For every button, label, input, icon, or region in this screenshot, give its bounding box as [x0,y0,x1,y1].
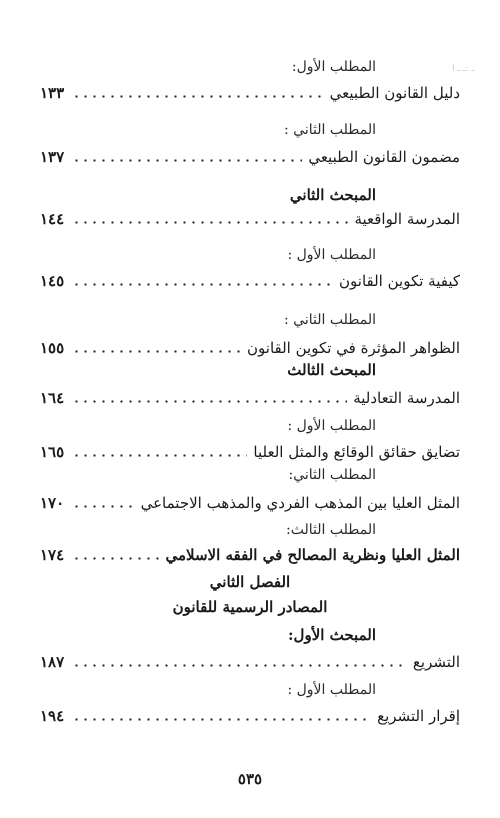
toc-entry [40,387,460,407]
entry-title: تضايق حقائق الوقائع والمثل العليا [253,443,460,461]
section-label: المطلب الأول : [287,682,376,698]
entry-title: التشريع [412,653,460,671]
dot-leader [72,718,371,721]
part-heading: الفصل الثاني [209,573,291,591]
chapter-heading: المبحث الثالث [287,361,376,379]
toc-entry [40,651,460,671]
dot-leader [72,505,134,508]
dot-leader [72,95,323,98]
toc-entry [40,82,460,102]
toc-entry [40,270,460,290]
entry-title: الظواهر المؤثرة في تكوين القانون [247,339,460,357]
toc-entry [40,208,460,228]
dot-leader [72,350,241,353]
entry-title: المثل العليا بين المذهب الفردي والمذهب الاجتماعي [140,494,460,512]
toc-entry [40,337,460,357]
entry-title: دليل القانون الطبيعي [329,84,460,102]
dot-leader [72,557,159,560]
page-number: ١٧٤ [40,546,65,564]
chapter-heading: المبحث الثاني [289,186,376,204]
chapter-heading: المبحث الأول: [288,626,376,644]
entry-title: المدرسة التعادلية [353,389,460,407]
section-label: المطلب الأول: [291,59,376,75]
dot-leader [72,221,348,224]
page-number: ١٨٧ [40,653,65,671]
toc-entry [40,544,460,564]
dot-leader [72,664,407,667]
page-number: ١٦٤ [40,389,65,407]
dot-leader [72,159,302,162]
section-label: المطلب الثالث: [286,522,376,538]
entry-title: مضمون القانون الطبيعي [308,148,460,166]
scan-smudge: ـ :ـ ـ ا [452,64,475,74]
section-label: المطلب الثاني : [284,122,376,138]
section-label: المطلب الأول : [287,247,376,263]
dot-leader [72,283,333,286]
page-number: ١٣٧ [40,148,65,166]
page-number: ١٦٥ [40,443,65,461]
section-label: المطلب الأول : [287,418,376,434]
page-number: ١٤٤ [40,210,65,228]
section-label: المطلب الثاني: [288,467,376,483]
page-number: ١٩٤ [40,707,65,725]
part-subtitle: المصادر الرسمية للقانون [172,598,328,616]
page-number: ١٧٠ [40,494,65,512]
entry-title: كيفية تكوين القانون [339,272,460,290]
dot-leader [72,400,347,403]
section-label: المطلب الثاني : [284,312,376,328]
page-number: ١٤٥ [40,272,65,290]
entry-title: المثل العليا ونظرية المصالح في الفقه الاسلامي [165,546,460,564]
toc-entry [40,492,460,512]
footer-page-number: ٥٣٥ [237,770,263,788]
page-number: ١٣٣ [40,84,65,102]
dot-leader [72,454,247,457]
toc-entry [40,146,460,166]
entry-title: إقرار التشريع [377,707,460,725]
toc-entry [40,441,460,461]
entry-title: المدرسة الواقعية [354,210,460,228]
toc-entry [40,705,460,725]
page-number: ١٥٥ [40,339,65,357]
